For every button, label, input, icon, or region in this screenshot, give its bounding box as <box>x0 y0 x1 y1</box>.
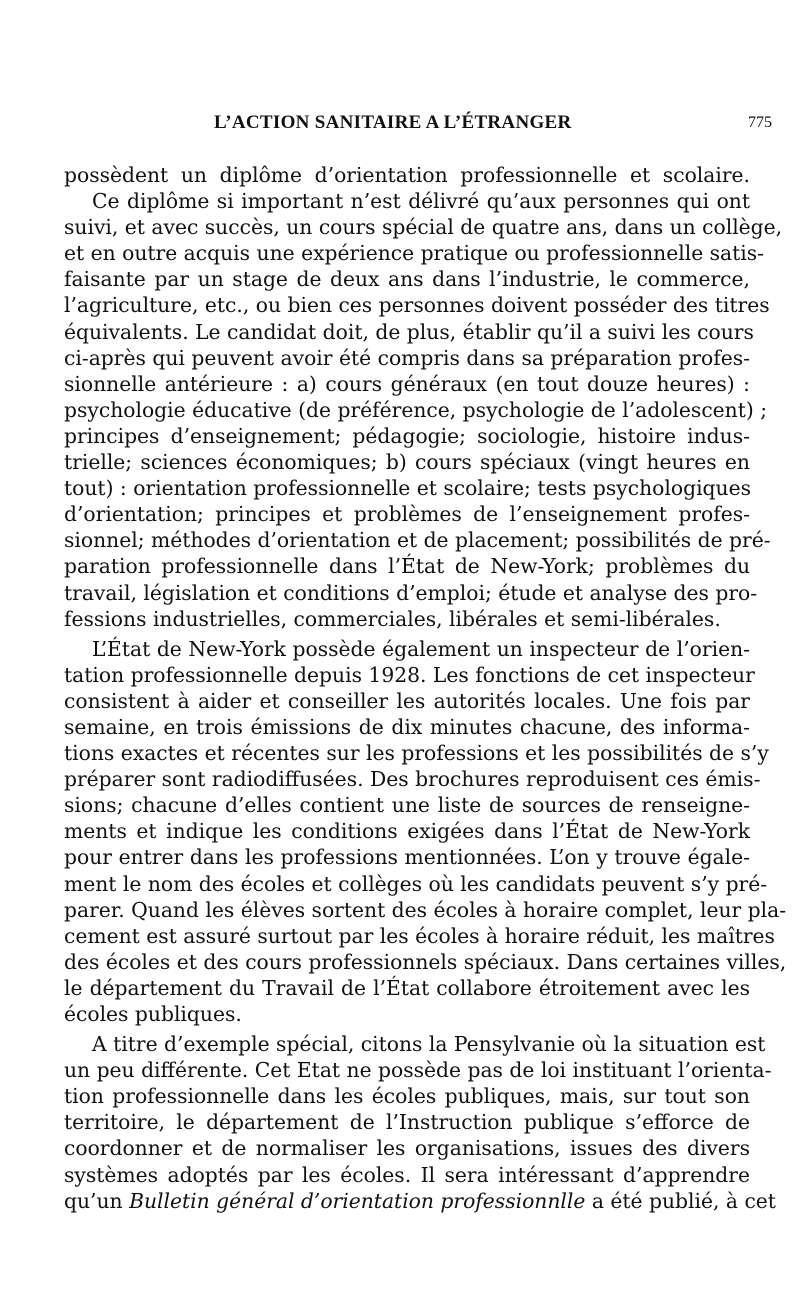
text-line: Ce diplôme si important n’est délivré qu’aux personnes qui ont <box>92 189 750 214</box>
text-line: un peu différente. Cet Etat ne possède pas de loi instituant l’orienta- <box>64 1058 772 1083</box>
text-line: sionnelle antérieure : a) cours généraux (en tout douze heures) : <box>64 371 750 396</box>
text-fragment: a été publié, à cet <box>585 1188 776 1213</box>
text-line: trielle; sciences économiques; b) cours spéciaux (vingt heures en <box>64 450 750 475</box>
text-line: systèmes adoptés par les écoles. Il sera intéressant d’apprendre <box>64 1162 750 1187</box>
text-fragment: qu’un <box>64 1188 130 1213</box>
page-number: 775 <box>748 114 772 131</box>
text-line: sionnel; méthodes d’orientation et de placement; possibilités de pré- <box>64 528 771 553</box>
text-line: des écoles et des cours professionnels spéciaux. Dans certaines villes, <box>64 949 787 974</box>
text-line: préparer sont radiodiffusées. Des brochures reproduisent ces émis- <box>64 767 761 792</box>
text-line: paration professionnelle dans l’État de New-York; problèmes du <box>64 554 750 579</box>
text-line: fessions industrielles, commerciales, libérales et semi-libérales. <box>64 606 721 631</box>
text-line: ment le nom des écoles et collèges où les candidats peuvent s’y pré- <box>64 871 768 896</box>
text-line: équivalents. Le candidat doit, de plus, établir qu’il a suivi les cours <box>64 319 754 344</box>
text-line: A titre d’exemple spécial, citons la Pensylvanie où la situation est <box>92 1032 766 1057</box>
text-line <box>64 1188 776 1214</box>
body-text <box>64 162 787 1214</box>
bulletin-title: Bulletin général d’orientation professionnlle <box>129 1188 586 1213</box>
text-line: cement est assuré surtout par les écoles à horaire réduit, les maîtres <box>64 923 775 948</box>
text-line: ments et indique les conditions exigées dans l’État de New-York <box>64 819 750 844</box>
text-line: consistent à aider et conseiller les autorités locales. Une fois par <box>64 688 750 713</box>
running-title: L’ACTION SANITAIRE A L’ÉTRANGER <box>214 112 572 133</box>
text-line: écoles publiques. <box>64 1002 242 1026</box>
text-line: pour entrer dans les professions mentionnées. L’on y trouve égale- <box>64 845 750 870</box>
text-line: possèdent un diplôme d’orientation professionnelle et scolaire. <box>64 163 750 187</box>
text-line: tions exactes et récentes sur les professions et les possibilités de s’y <box>64 741 769 766</box>
text-line: sions; chacune d’elles contient une liste de sources de renseigne- <box>64 793 750 818</box>
text-line: tion professionnelle dans les écoles publiques, mais, sur tout son <box>64 1084 750 1109</box>
text-line: le département du Travail de l’État collabore étroitement avec les <box>64 975 750 1000</box>
text-line: travail, législation et conditions d’emploi; étude et analyse des pro- <box>64 580 758 605</box>
text-line: l’agriculture, etc., ou bien ces personnes doivent posséder des titres <box>64 293 770 318</box>
text-line: tation professionnelle depuis 1928. Les fonctions de cet inspecteur <box>64 662 755 687</box>
text-line: et en outre acquis une expérience pratique ou professionnelle satis- <box>64 241 765 266</box>
page-header <box>64 112 774 142</box>
paragraph-2 <box>64 636 787 1027</box>
text-line: suivi, et avec succès, un cours spécial de quatre ans, dans un collège, <box>64 215 783 240</box>
text-line: parer. Quand les élèves sortent des écoles à horaire complet, leur pla- <box>64 897 787 922</box>
text-line: ci-après qui peuvent avoir été compris dans sa préparation profes- <box>64 345 750 370</box>
text-line: tout) : orientation professionnelle et scolaire; tests psychologiques <box>64 476 752 501</box>
paragraph-1 <box>64 162 783 632</box>
text-line: L’État de New-York possède également un inspecteur de l’orien- <box>92 636 750 661</box>
text-line: coordonner et de normaliser les organisations, issues des divers <box>64 1136 750 1161</box>
text-line: faisante par un stage de deux ans dans l’industrie, le commerce, <box>64 267 750 292</box>
text-line: semaine, en trois émissions de dix minutes chacune, des informa- <box>64 714 750 739</box>
paragraph-3 <box>64 1031 776 1214</box>
text-line: territoire, le département de l’Instruction publique s’efforce de <box>64 1110 750 1135</box>
text-line: principes d’enseignement; pédagogie; sociologie, histoire indus- <box>64 423 750 448</box>
text-line: d’orientation; principes et problèmes de l’enseignement profes- <box>64 502 750 527</box>
text-line: psychologie éducative (de préférence, psychologie de l’adolescent) ; <box>64 397 768 422</box>
